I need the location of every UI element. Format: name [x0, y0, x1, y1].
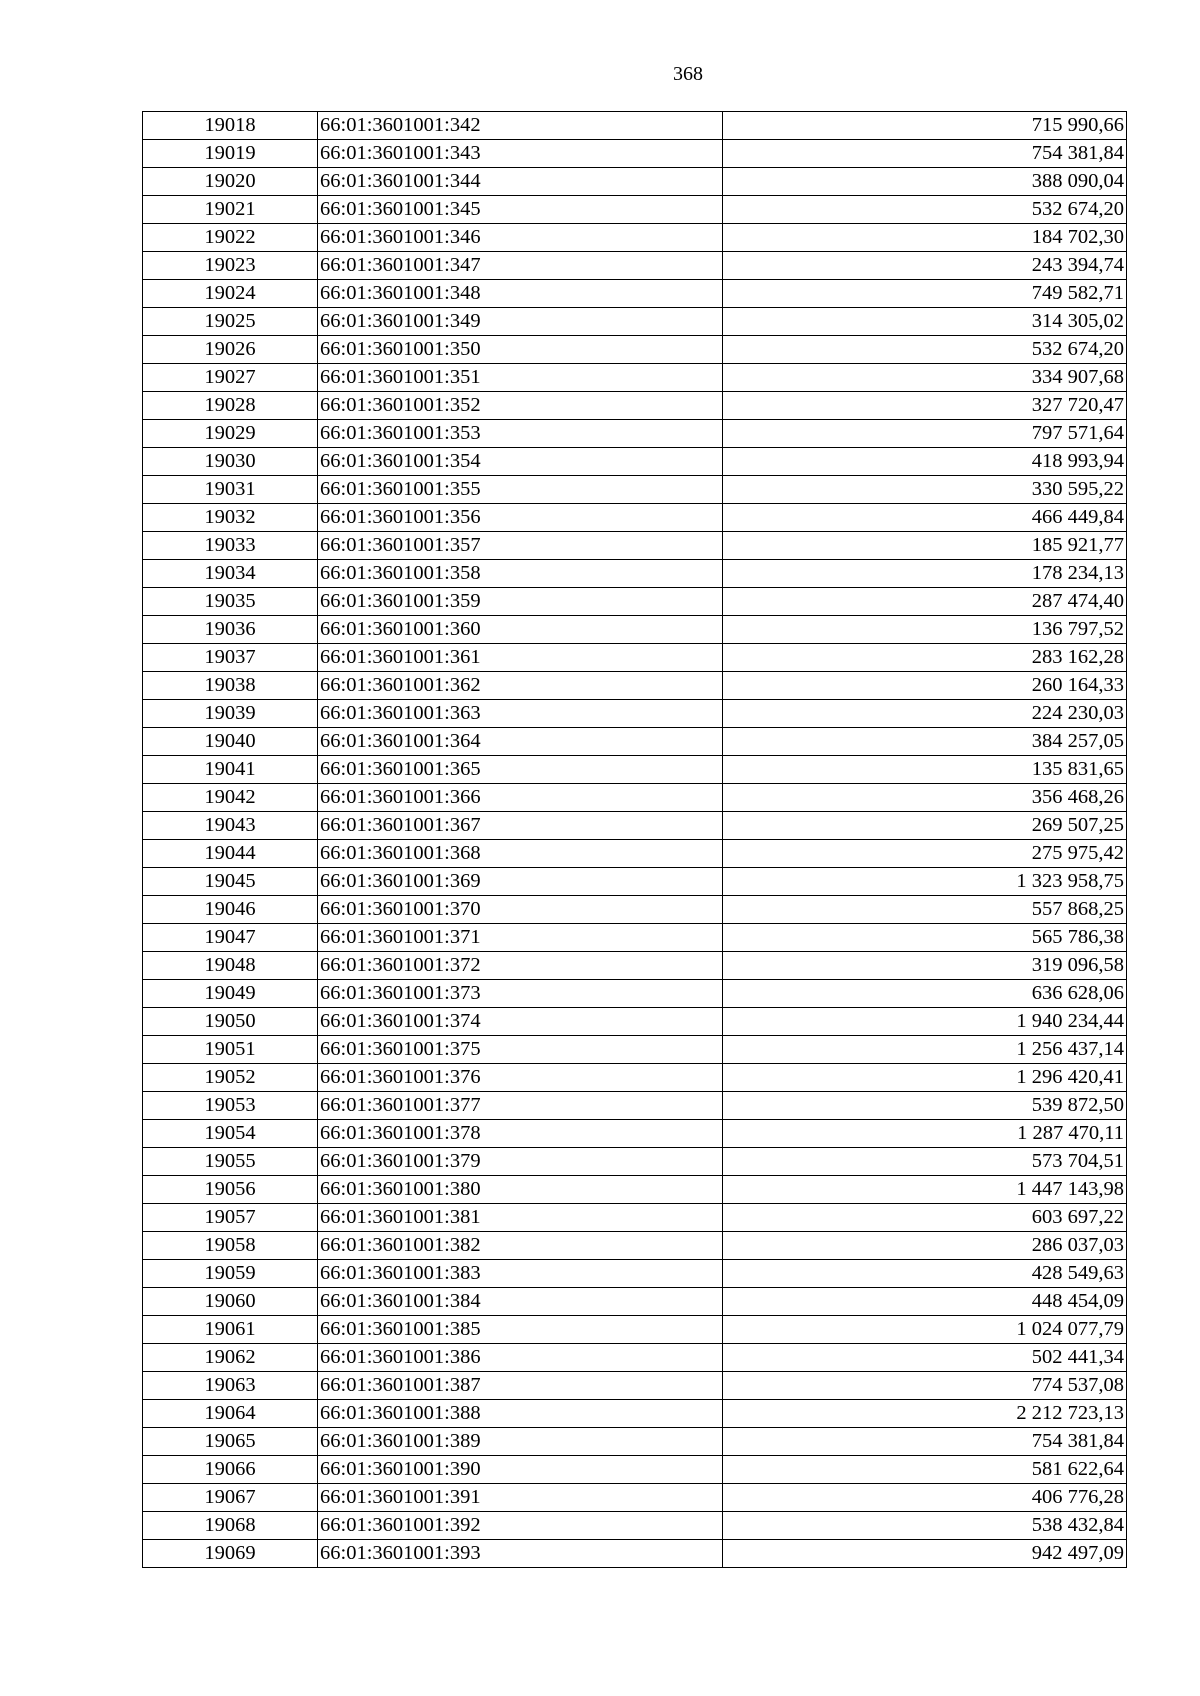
row-number-cell: 19064: [143, 1400, 318, 1428]
cadastral-number-cell: 66:01:3601001:383: [318, 1260, 723, 1288]
cadastral-value-cell: 334 907,68: [723, 364, 1127, 392]
row-number-cell: 19033: [143, 532, 318, 560]
cadastral-number-cell: 66:01:3601001:342: [318, 112, 723, 140]
cadastral-number-cell: 66:01:3601001:362: [318, 672, 723, 700]
row-number-cell: 19019: [143, 140, 318, 168]
table-row: [143, 980, 1127, 1008]
cadastral-value-cell: 406 776,28: [723, 1484, 1127, 1512]
row-number-cell: 19054: [143, 1120, 318, 1148]
row-number-cell: 19058: [143, 1232, 318, 1260]
cadastral-value-cell: 565 786,38: [723, 924, 1127, 952]
cadastral-value-cell: 185 921,77: [723, 532, 1127, 560]
row-number-cell: 19048: [143, 952, 318, 980]
row-number-cell: 19061: [143, 1316, 318, 1344]
cadastral-value-cell: 319 096,58: [723, 952, 1127, 980]
cadastral-number-cell: 66:01:3601001:391: [318, 1484, 723, 1512]
cadastral-number-cell: 66:01:3601001:378: [318, 1120, 723, 1148]
row-number-cell: 19021: [143, 196, 318, 224]
cadastral-value-cell: 942 497,09: [723, 1540, 1127, 1568]
table-row: [143, 420, 1127, 448]
cadastral-number-cell: 66:01:3601001:353: [318, 420, 723, 448]
table-row: [143, 1372, 1127, 1400]
table-row: [143, 504, 1127, 532]
cadastral-number-cell: 66:01:3601001:373: [318, 980, 723, 1008]
row-number-cell: 19068: [143, 1512, 318, 1540]
cadastral-value-cell: 448 454,09: [723, 1288, 1127, 1316]
table-row: [143, 1428, 1127, 1456]
table-row: [143, 924, 1127, 952]
cadastral-value-cell: 715 990,66: [723, 112, 1127, 140]
cadastral-number-cell: 66:01:3601001:382: [318, 1232, 723, 1260]
cadastral-number-cell: 66:01:3601001:381: [318, 1204, 723, 1232]
row-number-cell: 19046: [143, 896, 318, 924]
cadastral-number-cell: 66:01:3601001:380: [318, 1176, 723, 1204]
row-number-cell: 19056: [143, 1176, 318, 1204]
cadastral-number-cell: 66:01:3601001:392: [318, 1512, 723, 1540]
table-row: [143, 1120, 1127, 1148]
cadastral-number-cell: 66:01:3601001:347: [318, 252, 723, 280]
table-row: [143, 112, 1127, 140]
row-number-cell: 19051: [143, 1036, 318, 1064]
cadastral-number-cell: 66:01:3601001:359: [318, 588, 723, 616]
table-row: [143, 532, 1127, 560]
cadastral-number-cell: 66:01:3601001:384: [318, 1288, 723, 1316]
cadastral-number-cell: 66:01:3601001:366: [318, 784, 723, 812]
cadastral-value-cell: 466 449,84: [723, 504, 1127, 532]
table-row: [143, 1064, 1127, 1092]
cadastral-number-cell: 66:01:3601001:354: [318, 448, 723, 476]
cadastral-value-cell: 636 628,06: [723, 980, 1127, 1008]
row-number-cell: 19057: [143, 1204, 318, 1232]
row-number-cell: 19067: [143, 1484, 318, 1512]
cadastral-number-cell: 66:01:3601001:352: [318, 392, 723, 420]
cadastral-value-cell: 388 090,04: [723, 168, 1127, 196]
cadastral-number-cell: 66:01:3601001:369: [318, 868, 723, 896]
cadastral-value-cell: 754 381,84: [723, 140, 1127, 168]
row-number-cell: 19039: [143, 700, 318, 728]
cadastral-value-cell: 330 595,22: [723, 476, 1127, 504]
table-row: [143, 1316, 1127, 1344]
table-row: [143, 1176, 1127, 1204]
row-number-cell: 19062: [143, 1344, 318, 1372]
table-row: [143, 1484, 1127, 1512]
row-number-cell: 19027: [143, 364, 318, 392]
cadastral-value-cell: 581 622,64: [723, 1456, 1127, 1484]
table-row: [143, 1232, 1127, 1260]
cadastral-value-cell: 184 702,30: [723, 224, 1127, 252]
cadastral-number-cell: 66:01:3601001:358: [318, 560, 723, 588]
row-number-cell: 19026: [143, 336, 318, 364]
cadastral-value-cell: 1 940 234,44: [723, 1008, 1127, 1036]
table-row: [143, 336, 1127, 364]
row-number-cell: 19034: [143, 560, 318, 588]
row-number-cell: 19035: [143, 588, 318, 616]
table-row: [143, 224, 1127, 252]
cadastral-value-cell: 384 257,05: [723, 728, 1127, 756]
cadastral-number-cell: 66:01:3601001:356: [318, 504, 723, 532]
cadastral-value-cell: 573 704,51: [723, 1148, 1127, 1176]
cadastral-value-cell: 1 323 958,75: [723, 868, 1127, 896]
row-number-cell: 19031: [143, 476, 318, 504]
row-number-cell: 19045: [143, 868, 318, 896]
cadastral-value-cell: 1 287 470,11: [723, 1120, 1127, 1148]
table-row: [143, 1400, 1127, 1428]
cadastral-number-cell: 66:01:3601001:355: [318, 476, 723, 504]
table-row: [143, 784, 1127, 812]
table-row: [143, 448, 1127, 476]
row-number-cell: 19036: [143, 616, 318, 644]
row-number-cell: 19065: [143, 1428, 318, 1456]
table-row: [143, 1456, 1127, 1484]
row-number-cell: 19038: [143, 672, 318, 700]
cadastral-value-cell: 275 975,42: [723, 840, 1127, 868]
cadastral-value-cell: 532 674,20: [723, 196, 1127, 224]
row-number-cell: 19066: [143, 1456, 318, 1484]
cadastral-number-cell: 66:01:3601001:390: [318, 1456, 723, 1484]
row-number-cell: 19052: [143, 1064, 318, 1092]
table-row: [143, 1008, 1127, 1036]
table-row: [143, 868, 1127, 896]
table-row: [143, 896, 1127, 924]
cadastral-number-cell: 66:01:3601001:375: [318, 1036, 723, 1064]
cadastral-value-cell: 136 797,52: [723, 616, 1127, 644]
row-number-cell: 19050: [143, 1008, 318, 1036]
table-row: [143, 840, 1127, 868]
row-number-cell: 19042: [143, 784, 318, 812]
cadastral-value-cell: 269 507,25: [723, 812, 1127, 840]
cadastral-number-cell: 66:01:3601001:385: [318, 1316, 723, 1344]
cadastral-number-cell: 66:01:3601001:368: [318, 840, 723, 868]
cadastral-value-cell: 2 212 723,13: [723, 1400, 1127, 1428]
cadastral-value-cell: 327 720,47: [723, 392, 1127, 420]
cadastral-number-cell: 66:01:3601001:364: [318, 728, 723, 756]
row-number-cell: 19022: [143, 224, 318, 252]
cadastral-number-cell: 66:01:3601001:357: [318, 532, 723, 560]
table-row: [143, 1288, 1127, 1316]
cadastral-value-cell: 502 441,34: [723, 1344, 1127, 1372]
cadastral-value-cell: 224 230,03: [723, 700, 1127, 728]
row-number-cell: 19020: [143, 168, 318, 196]
cadastral-number-cell: 66:01:3601001:343: [318, 140, 723, 168]
row-number-cell: 19041: [143, 756, 318, 784]
cadastral-number-cell: 66:01:3601001:386: [318, 1344, 723, 1372]
cadastral-number-cell: 66:01:3601001:348: [318, 280, 723, 308]
row-number-cell: 19023: [143, 252, 318, 280]
cadastral-value-cell: 287 474,40: [723, 588, 1127, 616]
cadastral-value-cell: 418 993,94: [723, 448, 1127, 476]
row-number-cell: 19043: [143, 812, 318, 840]
cadastral-number-cell: 66:01:3601001:389: [318, 1428, 723, 1456]
cadastral-number-cell: 66:01:3601001:345: [318, 196, 723, 224]
table-row: [143, 672, 1127, 700]
row-number-cell: 19040: [143, 728, 318, 756]
cadastral-value-cell: 243 394,74: [723, 252, 1127, 280]
table-row: [143, 728, 1127, 756]
row-number-cell: 19030: [143, 448, 318, 476]
cadastral-value-cell: 538 432,84: [723, 1512, 1127, 1540]
cadastral-value-cell: 286 037,03: [723, 1232, 1127, 1260]
table-row: [143, 392, 1127, 420]
cadastral-number-cell: 66:01:3601001:371: [318, 924, 723, 952]
row-number-cell: 19060: [143, 1288, 318, 1316]
cadastral-value-cell: 1 024 077,79: [723, 1316, 1127, 1344]
cadastral-value-cell: 1 296 420,41: [723, 1064, 1127, 1092]
cadastral-number-cell: 66:01:3601001:393: [318, 1540, 723, 1568]
table-row: [143, 700, 1127, 728]
table-row: [143, 560, 1127, 588]
cadastral-value-cell: 774 537,08: [723, 1372, 1127, 1400]
cadastral-value-cell: 539 872,50: [723, 1092, 1127, 1120]
table-row: [143, 1204, 1127, 1232]
cadastral-number-cell: 66:01:3601001:374: [318, 1008, 723, 1036]
row-number-cell: 19037: [143, 644, 318, 672]
table-row: [143, 252, 1127, 280]
cadastral-number-cell: 66:01:3601001:360: [318, 616, 723, 644]
table-row: [143, 476, 1127, 504]
cadastral-value-cell: 283 162,28: [723, 644, 1127, 672]
cadastral-value-cell: 797 571,64: [723, 420, 1127, 448]
cadastral-value-cell: 356 468,26: [723, 784, 1127, 812]
cadastral-number-cell: 66:01:3601001:379: [318, 1148, 723, 1176]
table-row: [143, 140, 1127, 168]
cadastral-number-cell: 66:01:3601001:367: [318, 812, 723, 840]
row-number-cell: 19063: [143, 1372, 318, 1400]
cadastral-value-cell: 532 674,20: [723, 336, 1127, 364]
cadastral-value-cell: 1 447 143,98: [723, 1176, 1127, 1204]
cadastral-number-cell: 66:01:3601001:365: [318, 756, 723, 784]
row-number-cell: 19024: [143, 280, 318, 308]
cadastral-value-cell: 178 234,13: [723, 560, 1127, 588]
row-number-cell: 19059: [143, 1260, 318, 1288]
cadastral-value-cell: 749 582,71: [723, 280, 1127, 308]
table-row: [143, 1036, 1127, 1064]
row-number-cell: 19032: [143, 504, 318, 532]
table-body: [143, 112, 1127, 1568]
cadastral-value-cell: 314 305,02: [723, 308, 1127, 336]
cadastral-value-cell: 557 868,25: [723, 896, 1127, 924]
table-row: [143, 616, 1127, 644]
cadastral-table-container: [142, 111, 1127, 1568]
cadastral-value-table: [142, 111, 1127, 1568]
table-row: [143, 952, 1127, 980]
cadastral-value-cell: 428 549,63: [723, 1260, 1127, 1288]
cadastral-number-cell: 66:01:3601001:363: [318, 700, 723, 728]
cadastral-number-cell: 66:01:3601001:346: [318, 224, 723, 252]
row-number-cell: 19047: [143, 924, 318, 952]
table-row: [143, 1260, 1127, 1288]
cadastral-value-cell: 754 381,84: [723, 1428, 1127, 1456]
table-row: [143, 1148, 1127, 1176]
table-row: [143, 1540, 1127, 1568]
table-row: [143, 1344, 1127, 1372]
cadastral-number-cell: 66:01:3601001:344: [318, 168, 723, 196]
table-row: [143, 1092, 1127, 1120]
table-row: [143, 308, 1127, 336]
cadastral-value-cell: 260 164,33: [723, 672, 1127, 700]
page-number: 368: [673, 63, 703, 85]
table-row: [143, 588, 1127, 616]
table-row: [143, 196, 1127, 224]
table-row: [143, 364, 1127, 392]
cadastral-number-cell: 66:01:3601001:361: [318, 644, 723, 672]
table-row: [143, 756, 1127, 784]
cadastral-number-cell: 66:01:3601001:377: [318, 1092, 723, 1120]
cadastral-value-cell: 1 256 437,14: [723, 1036, 1127, 1064]
cadastral-number-cell: 66:01:3601001:376: [318, 1064, 723, 1092]
row-number-cell: 19044: [143, 840, 318, 868]
table-row: [143, 280, 1127, 308]
table-row: [143, 644, 1127, 672]
cadastral-number-cell: 66:01:3601001:370: [318, 896, 723, 924]
table-row: [143, 812, 1127, 840]
row-number-cell: 19069: [143, 1540, 318, 1568]
row-number-cell: 19049: [143, 980, 318, 1008]
cadastral-value-cell: 603 697,22: [723, 1204, 1127, 1232]
cadastral-number-cell: 66:01:3601001:388: [318, 1400, 723, 1428]
table-row: [143, 168, 1127, 196]
row-number-cell: 19028: [143, 392, 318, 420]
cadastral-number-cell: 66:01:3601001:372: [318, 952, 723, 980]
cadastral-number-cell: 66:01:3601001:349: [318, 308, 723, 336]
table-row: [143, 1512, 1127, 1540]
row-number-cell: 19053: [143, 1092, 318, 1120]
cadastral-number-cell: 66:01:3601001:387: [318, 1372, 723, 1400]
cadastral-number-cell: 66:01:3601001:351: [318, 364, 723, 392]
cadastral-number-cell: 66:01:3601001:350: [318, 336, 723, 364]
row-number-cell: 19029: [143, 420, 318, 448]
row-number-cell: 19055: [143, 1148, 318, 1176]
row-number-cell: 19025: [143, 308, 318, 336]
cadastral-value-cell: 135 831,65: [723, 756, 1127, 784]
row-number-cell: 19018: [143, 112, 318, 140]
